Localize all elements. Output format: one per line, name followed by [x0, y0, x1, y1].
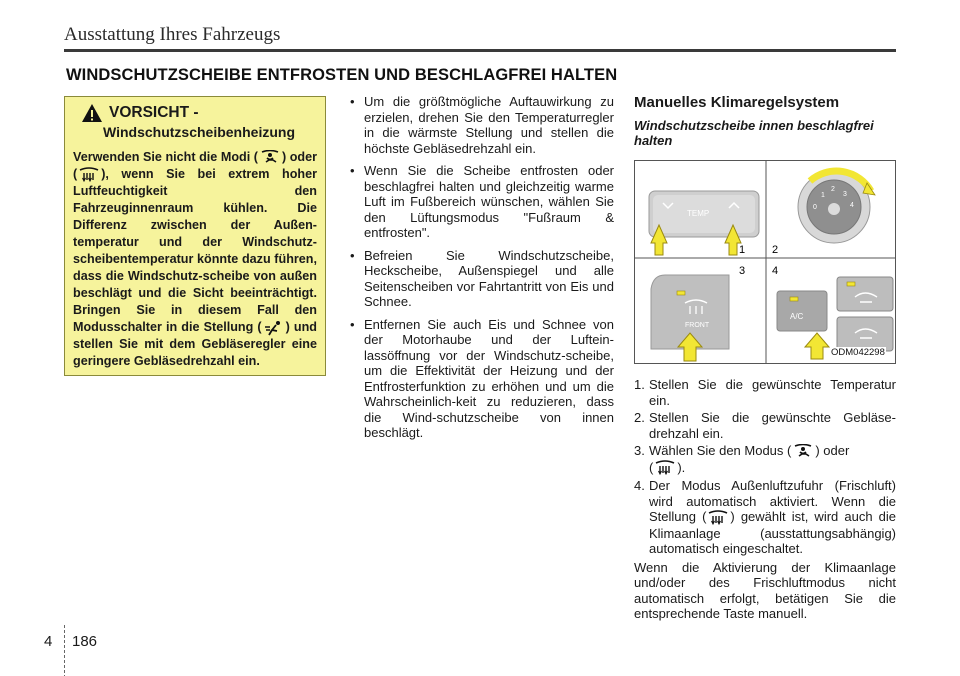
manual-heading: Manuelles Klimaregelsystem	[634, 94, 840, 111]
header-rule	[64, 49, 896, 52]
recirculation-button	[837, 277, 893, 311]
caution-subtitle: Windschutzscheibenheizung	[103, 124, 295, 140]
front-defrost-button	[651, 275, 729, 361]
dial-label: 2	[831, 186, 835, 193]
floor-defrost-mode-icon	[259, 150, 281, 166]
step-number: 4.	[634, 478, 645, 494]
warning-triangle-icon	[81, 103, 103, 123]
step-text: ) oder	[815, 443, 850, 458]
temp-control	[649, 191, 759, 237]
quadrant-label: 3	[739, 265, 746, 277]
face-vent-mode-icon	[263, 320, 285, 336]
step-number: 2.	[634, 410, 645, 425]
list-item	[634, 410, 896, 441]
caution-box	[64, 96, 326, 376]
dial-label: 4	[850, 202, 854, 209]
ac-button	[777, 291, 827, 331]
header-title: Ausstattung Ihres Fahrzeugs	[64, 24, 281, 45]
manual-subheading: Windschutzscheibe innen beschlagfrei halten	[634, 118, 874, 148]
section-title: WINDSCHUTZSCHEIBE ENTFROSTEN UND BESCHLAGFREI HALTEN	[66, 66, 618, 84]
quadrant-label: 2	[772, 244, 779, 256]
step-text: Stellen Sie die gewünschte Gebläse-drehzahl ein.	[649, 410, 896, 441]
step-text: Stellen Sie die gewünschte Temperatur ein.	[649, 377, 896, 408]
climate-control-figure	[634, 160, 896, 364]
list-item	[634, 377, 896, 408]
caution-text-part: ) oder (	[73, 150, 317, 181]
floor-defrost-mode-icon	[792, 444, 814, 460]
defrost-mode-icon	[654, 460, 676, 476]
step-number: 1.	[634, 377, 645, 392]
front-label: FRONT	[685, 322, 710, 329]
defrost-mode-icon	[707, 510, 729, 526]
ac-label: A/C	[790, 312, 804, 321]
temp-label: TEMP	[687, 209, 710, 218]
defrost-mode-icon	[78, 167, 100, 183]
chapter-number: 4	[44, 633, 53, 650]
list-item: • Um die größtmögliche Auftauwirkung zu erzielen, drehen Sie den Temperaturregler in die wärmste Stellung und stellen die höchste Gebläsedrehzahl ein.	[346, 94, 614, 156]
dial-label: 0	[813, 204, 817, 211]
footer-separator	[64, 625, 65, 676]
page-number: 186	[72, 633, 98, 650]
quadrant-label: 1	[739, 244, 746, 256]
list-item: • Entfernen Sie auch Eis und Schnee von der Motorhaube und der Luftein-lassöffnung vor der Windschutz-scheibe, um die Effektivität der Heizung und der Entfrosterfunktion zu erhöhen und um die Wahrscheinlich-keit zu reduzieren, dass die Wind-schutzscheibe von innen beschlägt.	[346, 317, 614, 441]
caution-text-part: Verwenden Sie nicht die Modi (	[73, 150, 258, 164]
caution-header	[81, 103, 317, 123]
caution-title: VORSICHT -	[109, 104, 199, 121]
step-text: ).	[677, 459, 686, 475]
step-text: Der Modus Außenluftzufuhr (Frischluft) wird automatisch aktiviert. Wenn die Stellung (	[649, 478, 896, 525]
fan-dial	[798, 171, 875, 243]
step-number: 3.	[634, 443, 645, 458]
climate-panel-illustration	[635, 161, 896, 364]
manual-climate-section	[634, 94, 896, 148]
list-item	[634, 478, 896, 557]
caution-text	[73, 149, 317, 370]
list-item: • Wenn Sie die Scheibe entfrosten oder beschlagfrei halten und gleichzeitig warme Luft im Fußbereich wünschen, wählen Sie den Lüftungsmodus "Fußraum & entfrosten".	[346, 163, 614, 241]
figure-code: ODM042298	[831, 347, 885, 358]
dial-label: 3	[843, 191, 847, 198]
steps-list	[634, 377, 896, 622]
step-text: ) gewählt ist, wird auch die Klimaanlage (ausstattungsabhängig) automatisch eingeschaltet.	[649, 509, 896, 557]
final-paragraph: Wenn die Aktivierung der Klimaanlage und/oder des Frischluftmodus nicht automatisch erfolgt, betätigen Sie die entsprechende Taste manuell.	[634, 559, 896, 622]
step-text: (	[649, 459, 654, 475]
step-text: Wählen Sie den Modus (	[649, 443, 792, 458]
quadrant-label: 4	[772, 265, 779, 277]
caution-text-part: ) und stellen Sie mit dem Gebläseregler eine geringere Gebläsedrehzahl ein.	[73, 320, 317, 368]
dial-label: 1	[821, 192, 825, 199]
list-item	[634, 443, 896, 476]
tips-list	[346, 94, 614, 448]
caution-text-part: ), wenn Sie bei extrem hoher Luftfeuchtigkeit den Fahrzeuginnenraum kühlen. Die Differenz zwischen der Außen-temperatur und der Windschutz-scheibentemperatur könnte dazu führen, dass die Windschutz-scheibe von außen beschlägt und die Sicht beeinträchtigt. Bringen Sie in diesem Fall den Modusschalter in die Stellung (	[73, 167, 317, 334]
list-item: • Befreien Sie Windschutzscheibe, Heckscheibe, Außenspiegel und alle Seitenscheiben vor Fahrtantritt von Eis und Schnee.	[346, 248, 614, 310]
